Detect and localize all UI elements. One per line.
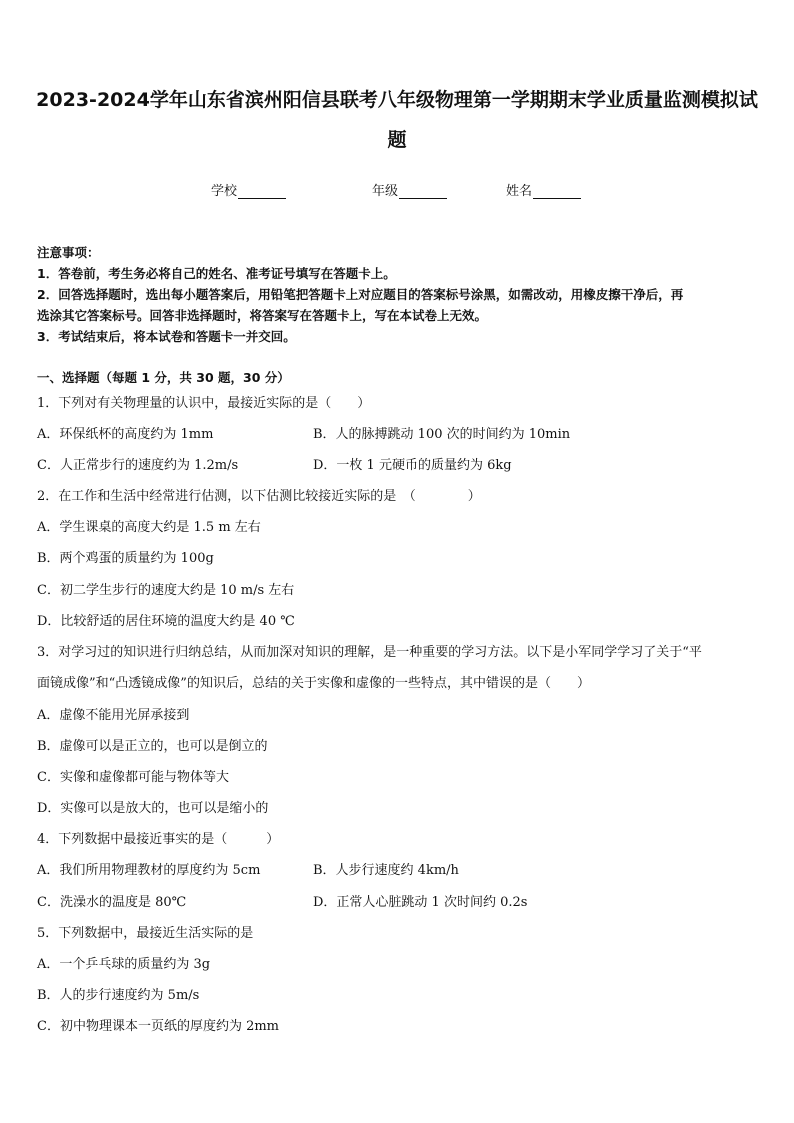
notice-heading: 注意事项： (37, 245, 100, 260)
question-5-stem: 5．下列数据中，最接近生活实际的是 (37, 926, 254, 941)
school-label: 学校 (211, 184, 238, 199)
question-2-option-c: C．初二学生步行的速度大约是 10 m/s 左右 (37, 583, 295, 598)
question-1-option-a: A．环保纸杯的高度约为 1mm (37, 427, 214, 442)
question-3-option-a: A．虚像不能用光屏承接到 (37, 708, 190, 723)
question-2-stem: 2．在工作和生活中经常进行估测，以下估测比较接近实际的是 （ ） (37, 489, 481, 504)
question-5-option-a: A．一个乒乓球的质量约为 3g (37, 957, 211, 972)
question-4-stem: 4．下列数据中最接近事实的是（ ） (37, 832, 280, 847)
exam-title-line-1: 2023-2024学年山东省滨州阳信县联考八年级物理第一学期期末学业质量监测模拟试 (36, 89, 758, 111)
name-field (506, 180, 581, 199)
notice-item-2: 2．回答选择题时，选出每小题答案后，用铅笔把答题卡上对应题目的答案标号涂黑，如需改动，用橡皮擦干净后，再 (37, 287, 684, 302)
notice-item-3: 3．考试结束后，将本试卷和答题卡一并交回。 (37, 329, 296, 344)
question-3-option-b: B．虚像可以是正立的，也可以是倒立的 (37, 739, 268, 754)
notice-item-1: 1．答卷前，考生务必将自己的姓名、准考证号填写在答题卡上。 (37, 266, 396, 281)
question-3-option-c: C．实像和虚像都可能与物体等大 (37, 770, 229, 785)
question-3-stem-line-2: 面镜成像”和“凸透镜成像”的知识后，总结的关于实像和虚像的一些特点，其中错误的是（ ） (37, 676, 590, 691)
school-field (211, 180, 286, 199)
notice-item-2-cont: 选涂其它答案标号。回答非选择题时，将答案写在答题卡上，写在本试卷上无效。 (37, 308, 488, 323)
question-4-option-b: B．人步行速度约 4km/h (313, 863, 459, 878)
question-2-option-d: D．比较舒适的居住环境的温度大约是 40 ℃ (37, 614, 295, 629)
question-3-option-d: D．实像可以是放大的，也可以是缩小的 (37, 801, 269, 816)
question-3-stem-line-1: 3．对学习过的知识进行归纳总结，从而加深对知识的理解，是一种重要的学习方法。以下是小军同学学习了关于“平 (37, 645, 702, 660)
school-blank (238, 184, 286, 199)
question-4-option-a: A．我们所用物理教材的厚度约为 5cm (37, 863, 261, 878)
question-5-option-c: C．初中物理课本一页纸的厚度约为 2mm (37, 1019, 280, 1034)
question-1-option-b: B．人的脉搏跳动 100 次的时间约为 10min (313, 427, 571, 442)
question-5-option-b: B．人的步行速度约为 5m/s (37, 988, 200, 1003)
name-blank (533, 184, 581, 199)
section-heading: 一、选择题（每题 1 分，共 30 题，30 分） (37, 370, 290, 385)
grade-blank (399, 184, 447, 199)
grade-field (372, 180, 447, 199)
name-label: 姓名 (506, 184, 533, 199)
student-info-row (0, 180, 794, 200)
question-1-option-d: D．一枚 1 元硬币的质量约为 6kg (313, 458, 512, 473)
exam-title-line-2: 题 (387, 129, 407, 151)
question-1-stem: 1．下列对有关物理量的认识中，最接近实际的是（ ） (37, 396, 371, 411)
grade-label: 年级 (372, 184, 399, 199)
question-4-option-d: D．正常人心脏跳动 1 次时间约 0.2s (313, 895, 528, 910)
question-2-option-a: A．学生课桌的高度大约是 1.5 m 左右 (37, 520, 261, 535)
question-1-option-c: C．人正常步行的速度约为 1.2m/s (37, 458, 239, 473)
question-2-option-b: B．两个鸡蛋的质量约为 100g (37, 551, 214, 566)
question-4-option-c: C．洗澡水的温度是 80℃ (37, 895, 187, 910)
